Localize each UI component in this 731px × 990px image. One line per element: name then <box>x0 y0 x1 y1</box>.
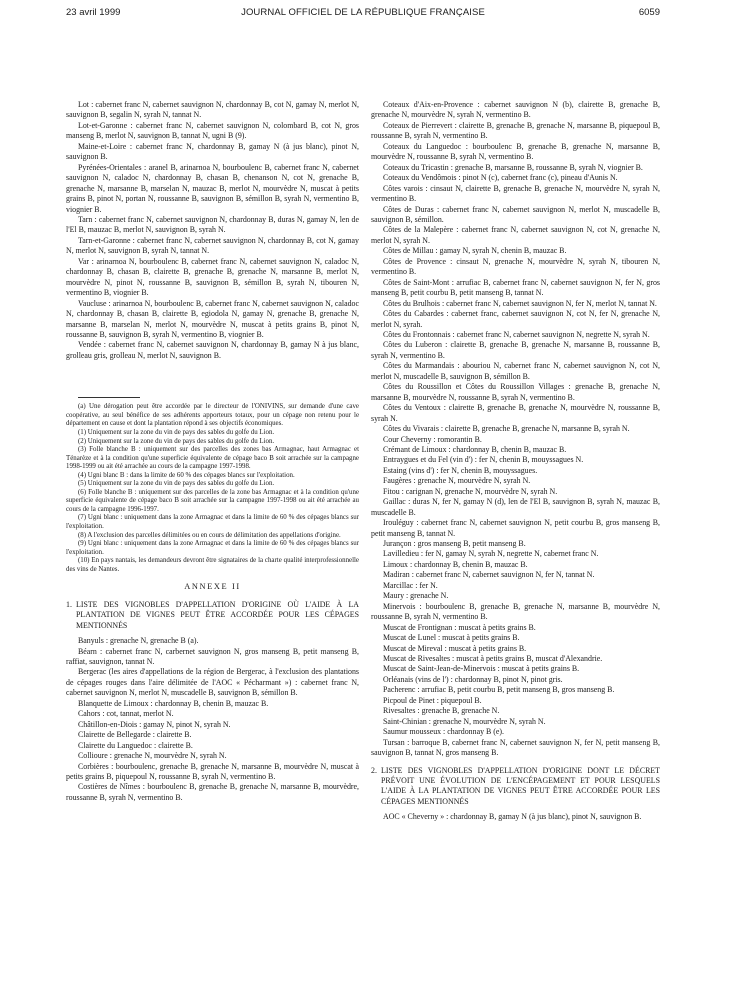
appellation-entry: Cahors : cot, tannat, merlot N. <box>78 709 174 719</box>
appellation-entry: Côtes du Marmandais : abouriou N, cabernet franc N, cabernet sauvignon N, cot N, merlot N, muscadelle B, sauvignon B, sémillon B. <box>371 361 660 381</box>
appellation-entry: Coteaux du Tricastin : grenache B, marsanne B, roussanne B, syrah N, viognier B. <box>383 162 643 172</box>
left-column <box>66 100 359 980</box>
appellation-entry: Côtes de la Malepère : cabernet franc N, cabernet sauvignon N, cot N, grenache N, merlot N, syrah N. <box>371 225 660 245</box>
appellation-entry: Côtes de Saint-Mont : arrufiac B, cabernet franc N, cabernet sauvignon N, fer N, gros manseng B, petit courbu B, petit manseng B, tannat N. <box>371 277 660 298</box>
appellation-list-1-continued <box>371 100 660 759</box>
footnote: (4) Ugni blanc B : dans la limite de 60 % des cépages blancs sur l'exploitation. <box>78 471 295 479</box>
appellation-entry: Minervois : bourboulenc B, grenache B, grenache N, marsanne B, mourvèdre N, roussanne B, syrah N, vermentino B. <box>371 601 660 622</box>
section-number: 1. <box>66 599 72 609</box>
appellation-entry: Limoux : chardonnay B, chenin B, mauzac B. <box>383 559 528 569</box>
appellation-entry: Côtes de Duras : cabernet franc N, cabernet sauvignon N, merlot N, muscadelle B, sauvignon B, sémillon. <box>371 204 660 224</box>
appellation-entry: Muscat de Rivesaltes : muscat à petits grains B, muscat d'Alexandrie. <box>383 654 603 664</box>
section-number: 2. <box>371 765 377 775</box>
appellation-entry: Maury : grenache N. <box>383 591 449 601</box>
section-heading-2 <box>371 766 660 808</box>
appellation-entry: Madiran : cabernet franc N, cabernet sauvignon N, fer N, tannat N. <box>383 570 595 580</box>
appellation-entry: Entraygues et du Fel (vin d') : fer N, chenin B, mouyssagues N. <box>383 455 584 465</box>
department-entry: Vendée : cabernet franc N, cabernet sauvignon N, chardonnay B, gamay N à jus blanc, grolleau gris, grolleau N, merlot N, sauvignon B. <box>66 340 359 360</box>
appellation-entry: Saint-Chinian : grenache N, mourvèdre N, syrah N. <box>383 716 546 726</box>
appellation-entry: Rivesaltes : grenache B, grenache N. <box>383 706 500 716</box>
header-title: JOURNAL OFFICIEL DE LA RÉPUBLIQUE FRANÇAISE <box>241 7 485 18</box>
right-column <box>371 100 660 980</box>
appellation-entry: Côtes du Vivarais : clairette B, grenache B, grenache N, marsanne B, syrah N. <box>383 424 630 434</box>
appellation-entry: Jurançon : gros manseng B, petit manseng B. <box>383 539 526 549</box>
appellation-entry: Côtes du Luberon : clairette B, grenache B, grenache N, marsanne B, roussanne B, syrah N, vermentino B. <box>371 340 660 360</box>
department-entry: Vaucluse : arinarnoa N, bourboulenc B, cabernet franc N, cabernet sauvignon N, caladoc N, chardonnay B, chasan B, clairette B, egiodola N, gamay N, grenache B, grenache N, marsanne B, marselan N, merlot N, mourvèdre N, muscat à petits grains B, pinot N, roussanne B, sauvignon B, syrah N, vermentino B, viognier B. <box>66 298 359 339</box>
appellation-entry: Côtes du Cabardes : cabernet franc, cabernet sauvignon N, cot N, fer N, grenache N, merlot N, syrah. <box>371 309 660 329</box>
department-entry: Var : arinarnoa N, bourboulenc B, cabernet franc N, cabernet sauvignon N, caladoc N, chardonnay B, chasan B, clairette B, grenache B, grenache N, marsanne B, merlot N, mourvèdre N, pinot N, roussanne B, sauvignon B, sémillon B, syrah N, tibouren N, vermentino B, viognier B. <box>66 256 359 298</box>
section-heading-1 <box>66 600 359 631</box>
footnote: (10) En pays nantais, les demandeurs devront être signataires de la charte qualité interprofessionnelle des vins de Nantes. <box>66 557 359 573</box>
department-entry: Maine-et-Loire : cabernet franc N, chardonnay B, gamay N (à jus blanc), pinot N, sauvignon B. <box>66 141 359 162</box>
appellation-entry: Cour Cheverny : romorantin B. <box>383 434 482 444</box>
appellation-entry: Muscat de Mireval : muscat à petits grains B. <box>383 643 527 653</box>
header-date: 23 avril 1999 <box>66 7 121 18</box>
appellation-entry: Estaing (vins d') : fer N, chenin B, mouyssagues. <box>383 465 538 475</box>
appellation-entry: Clairette du Languedoc : clairette B. <box>78 740 193 750</box>
appellation-entry: Gaillac : duras N, fer N, gamay N (d), len de l'El B, sauvignon B, syrah N, mauzac B, muscadelle B. <box>371 497 660 517</box>
footnote: (5) Uniquement sur la zone du vin de pays des sables du golfe du Lion. <box>78 480 275 488</box>
section-title: LISTE DES VIGNOBLES D'APPELLATION D'ORIGINE OÙ L'AIDE À LA PLANTATION DE VIGNES PEUT ÊTRE ACCORDÉE POUR LES CÉPAGES MENTIONNÉS <box>76 599 359 630</box>
footnote-separator <box>78 397 140 398</box>
appellation-entry: Faugères : grenache N, mourvèdre N, syrah N. <box>383 476 531 486</box>
appellation-entry: Clairette de Bellegarde : clairette B. <box>78 730 192 740</box>
appellation-entry: Pacherenc : arrufiac B, petit courbu B, petit manseng B, gros manseng B. <box>383 685 615 695</box>
appellation-entry: Côtes du Frontonnais : cabernet franc N, cabernet sauvignon N, negrette N, syrah N. <box>383 329 650 339</box>
appellation-entry: Béarn : cabernet franc N, carbernet sauvignon N, gros manseng B, petit manseng B, raffiat, sauvignon, tannat N. <box>66 646 359 666</box>
department-entry: Tarn : cabernet franc N, cabernet sauvignon N, chardonnay B, duras N, gamay N, len de l'El B, mauzac B, merlot N, sauvignon B, syrah N. <box>66 214 359 235</box>
appellation-entry: Coteaux du Vendômois : pinot N (c), cabernet franc (c), pineau d'Aunis N. <box>383 173 618 183</box>
appellation-entry: Muscat de Saint-Jean-de-Minervois : muscat à petits grains B. <box>383 664 580 674</box>
footnote: (2) Uniquement sur la zone du vin de pays des sables du golfe du Lion. <box>78 437 275 445</box>
footnote: (7) Ugni blanc : uniquement dans la zone Armagnac et dans la limite de 60 % des cépages blancs sur l'exploitation. <box>66 514 359 530</box>
department-entry: Tarn-et-Garonne : cabernet franc N, cabernet sauvignon N, chardonnay B, cot N, gamay N, merlot N, sauvignon B, syrah N, tannat N. <box>66 235 359 256</box>
footnote: (9) Ugni blanc : uniquement dans la zone Armagnac et dans la limite de 60 % des cépages blancs sur l'exploitation. <box>66 540 359 556</box>
department-entry: Lot : cabernet franc N, cabernet sauvignon N, chardonnay B, cot N, gamay N, merlot N, sauvignon B, segalin N, syrah N, tannat N. <box>66 100 359 120</box>
appellation-entry: Coteaux de Pierrevert : clairette B, grenache B, grenache N, marsanne B, piquepoul B, roussanne B, syrah N, vermentino B. <box>371 120 660 141</box>
appellation-entry: Côtes du Ventoux : clairette B, grenache B, grenache N, mourvèdre N, roussanne B, syrah N. <box>371 403 660 423</box>
appellation-entry: Muscat de Frontignan : muscat à petits grains B. <box>383 622 536 632</box>
department-entry: Lot-et-Garonne : cabernet franc N, cabernet sauvignon N, colombard B, cot N, gros manseng B, merlot N, sauvignon B, tannat N, ugni B (9). <box>66 120 359 141</box>
footnote: (6) Folle blanche B : uniquement sur des parcelles de la zone bas Armagnac et à la condition qu'une superficie équivalente de cépage baco B soit arrachée sur la campagne 1997-1998 ou ait été arrachée au cours de la campagne 1996-1997. <box>66 488 359 513</box>
appellation-entry: Côtes varois : cinsaut N, clairette B, grenache B, grenache N, mourvèdre N, syrah N, vermentino B. <box>371 183 660 204</box>
page-header <box>66 7 660 21</box>
department-entry: Pyrénées-Orientales : aranel B, arinarnoa N, bourboulenc B, cabernet franc N, cabernet sauvignon N, caladoc N, chardonnay B, chasan B, chenanson N, cot N, grenache B, grenache N, marsanne B, marselan N, mauzac B, merlot N, mourvèdre N, muscat à petits grains B, pinot N, portan N, roussanne B, sauvignon B, sémillon B, syrah N, vermentino B, viognier B. <box>66 162 359 214</box>
appellation-list-1 <box>66 636 359 803</box>
footnote: (1) Uniquement sur la zone du vin de pays des sables du golfe du Lion. <box>78 428 275 436</box>
appellation-entry: Crémant de Limoux : chardonnay B, chenin B, mauzac B. <box>383 444 567 454</box>
appellation-entry: Marcillac : fer N. <box>383 580 438 590</box>
department-list <box>66 100 359 361</box>
footnote: (a) Une dérogation peut être accordée par le directeur de l'ONIVINS, sur demande d'une cave coopérative, au seul bénéfice de ses adhérents apporteurs totaux, pour un cépage non retenu pour le département en cause et dont la plantation répond à ses objectifs économiques. <box>66 403 359 428</box>
appellation-entry: Coteaux d'Aix-en-Provence : cabernet sauvignon N (b), clairette B, grenache B, grenache N, mourvèdre N, syrah N, vermentino B. <box>371 100 660 120</box>
header-page-number: 6059 <box>638 7 660 18</box>
appellation-entry: Côtes de Provence : cinsaut N, grenache N, mourvèdre N, syrah N, tibouren N, vermentino B. <box>371 256 660 277</box>
footnote: (3) Folle blanche B : uniquement sur des parcelles des zones bas Armagnac, haut Armagnac et Ténarèze et à la condition qu'une superficie équivalente de cépage baco B soit arrachée sur la campagne 1998-1999 ou ait été arrachée au cours de la campagne 1997-1998. <box>66 446 359 471</box>
section-title: LISTE DES VIGNOBLES D'APPELLATION D'ORIGINE DONT LE DÉCRET PRÉVOIT UNE ÉVOLUTION DE L'ENCÉPAGEMENT ET POUR LESQUELS L'AIDE À LA PLANTATION DE VIGNES PEUT ÊTRE ACCORDÉE POUR LES CÉPAGES MENTIONNÉS <box>381 765 660 806</box>
appellation-entry: Lavilledieu : fer N, gamay N, syrah N, negrette N, cabernet franc N. <box>383 549 599 559</box>
appellation-entry: Bergerac (les aires d'appellations de la région de Bergerac, à l'exclusion des plantations de cépages rouges dans l'aire délimitée de l'AOC « Pécharmant ») : cabernet franc N, cabernet sauvignon N, merlot N, muscadelle B, sauvignon B, sémillon B. <box>66 667 359 698</box>
appellation-entry: Orléanais (vins de l') : chardonnay B, pinot N, pinot gris. <box>383 674 563 684</box>
appellation-entry: Fitou : carignan N, grenache N, mourvèdre N, syrah N. <box>383 486 558 496</box>
section-gap <box>371 759 660 764</box>
appellation-entry: Muscat de Lunel : muscat à petits grains B. <box>383 633 520 643</box>
appellation-entry: Tursan : barroque B, cabernet franc N, cabernet sauvignon N, fer N, petit manseng B, sauvignon B, tannat N, gros manseng B. <box>371 737 660 758</box>
appellation-list-2 <box>371 812 660 822</box>
appellation-entry: Collioure : grenache N, mourvèdre N, syrah N. <box>78 751 227 761</box>
footnote: (8) A l'exclusion des parcelles délimitées ou en cours de délimitation des appellations d'origine. <box>78 531 341 539</box>
appellation-entry: Côtes de Millau : gamay N, syrah N, chenin B, mauzac B. <box>383 246 567 256</box>
appellation-entry: Coteaux du Languedoc : bourboulenc B, grenache B, grenache N, marsanne B, mourvèdre N, roussanne B, syrah N, vermentino B. <box>371 141 660 162</box>
appellation-entry: Banyuls : grenache N, grenache B (a). <box>78 636 199 646</box>
appellation-entry: Picpoul de Pinet : piquepoul B. <box>383 695 482 705</box>
appellation-entry: Corbières : bourboulenc, grenache B, grenache N, marsanne B, mourvèdre N, muscat à petits grains B, piquepoul N, roussanne B, syrah N, vermentino B. <box>66 761 359 781</box>
appellation-entry: Saumur mousseux : chardonnay B (e). <box>383 727 504 737</box>
footnotes <box>66 403 359 574</box>
appellation-entry: Blanquette de Limoux : chardonnay B, chenin B, mauzac B. <box>78 698 269 708</box>
appellation-entry: Châtillon-en-Diois : gamay N, pinot N, syrah N. <box>78 719 231 729</box>
annex-title: ANNEXE II <box>184 582 241 592</box>
appellation-entry: AOC « Cheverny » : chardonnay B, gamay N (à jus blanc), pinot N, sauvignon B. <box>383 812 642 822</box>
appellation-entry: Côtes du Brulhois : cabernet franc N, cabernet sauvignon N, fer N, merlot N, tannat N. <box>383 298 657 308</box>
appellation-entry: Costières de Nîmes : bourboulenc B, grenache B, grenache N, marsanne B, mourvèdre, roussanne B, syrah N, vermentino B. <box>66 782 359 802</box>
appellation-entry: Irouléguy : cabernet franc N, cabernet sauvignon N, petit courbu B, gros manseng B, petit manseng B, tannat N. <box>371 518 660 538</box>
appellation-entry: Côtes du Roussillon et Côtes du Roussillon Villages : grenache B, grenache N, marsanne B, mourvèdre N, roussanne B, syrah N, vermentino B. <box>371 382 660 402</box>
